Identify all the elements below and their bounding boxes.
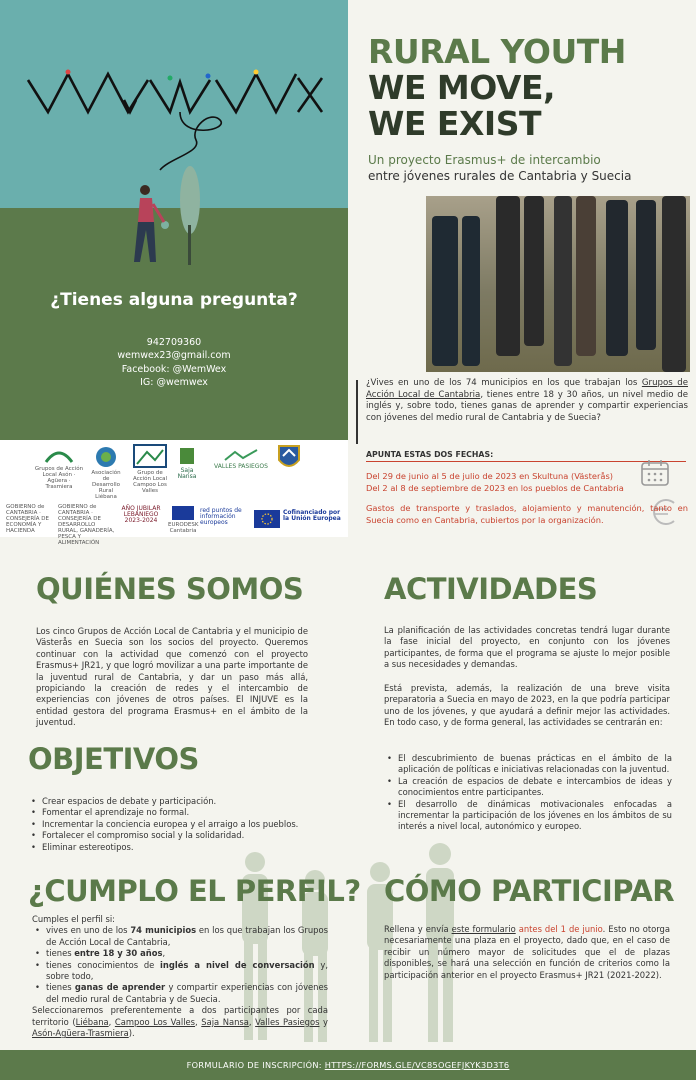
perfil-selection: Seleccionaremos preferentemente a dos participantes por cada territorio (Liébana, Campoo Los Valles, Saja Nansa, Valles Pasiegos y Asón-Agüera-Trasmiera). [32, 1005, 328, 1039]
actividades-p1: La planificación de las actividades concretas tendrá lugar durante la fase inicial del proyecto, en conjunto con los jóvenes participantes, de forma que el programa se ajuste lo mejor posible a sus necesidades y demandas. [384, 625, 670, 670]
logo-saja-nansa: Saja Nansa [174, 446, 200, 480]
contact-phone[interactable]: 942709360 [146, 337, 202, 348]
list-item: • El descubrimiento de buenas prácticas en el ámbito de la aplicación de políticas e iniciativas relacionadas con la juventud. [384, 753, 672, 776]
list-item: • tienes conocimientos de inglés a nivel de conversación y, sobre todo, [32, 960, 328, 983]
quienes-text: Los cinco Grupos de Acción Local de Cantabria y el municipio de Västerås en Suecia son los socios del proyecto. Queremos continuar con la actividad que comenzó con el proyecto Erasmus+ JR21, y que logró movilizar a una parte importante de la juventud rural de Cantabria, y dar un paso más allá, propiciando la creación de redes y el intercambio de experiencias con jóvenes de otros países. El INJUVE es la entidad gestora del programa Erasmus+ en el ámbito de la juventud. [36, 626, 308, 728]
list-item: • El desarrollo de dinámicas motivacionales enfocadas a incrementar la participación de los jóvenes en los ámbitos de su interés a nivel local, autonómico y europeo. [384, 799, 672, 833]
footer-bar [0, 1050, 696, 1080]
hero-subtitle: Un proyecto Erasmus+ de intercambio entre jóvenes rurales de Cantabria y Suecia [368, 153, 632, 183]
participar-title: CÓMO PARTICIPAR [384, 874, 675, 908]
logo-ano-jubilar: AÑO JUBILAR LEBANIEGO 2023-2024 [121, 505, 161, 524]
list-item: • Incrementar la conciencia europea y el arraigo a los pueblos. [28, 819, 318, 830]
logo-gobierno-rural: GOBIERNO de CANTABRIA · CONSEJERÍA DE DESARROLLO RURAL, GANADERÍA, PESCA Y ALIMENTACIÓN [58, 504, 115, 546]
logo-campoo: Grupo de Acción Local Campoo Los Valles [130, 444, 170, 494]
list-item: • Crear espacios de debate y participación. [28, 796, 318, 807]
calendar-icon [640, 458, 670, 488]
dates-list [366, 470, 624, 494]
footer-label: FORMULARIO DE INSCRIPCIÓN: [186, 1060, 325, 1070]
territory-link[interactable]: Asón-Agüera-Trasmiera [32, 1028, 129, 1039]
logo-gal-ason: Grupos de Acción Local Asón · Agüera · Trasmiera [34, 446, 84, 490]
participar-text: Rellena y envía este formulario antes del 1 de junio. Esto no otorga necesariamente una plaza en el proyecto, dado que, en el caso de recibir un número mayor de solicitudes que el de plazas disponibles, se hará una selección en función de criterios como la participación anterior en el proyecto Erasmus+ JR21 (2021-2022). [384, 924, 671, 980]
registration-form-link[interactable]: HTTPS://FORMS.GLE/VC85OGEFJKYK3D3T6 [324, 1060, 510, 1070]
territory-link[interactable]: Valles Pasiegos [255, 1016, 320, 1027]
actividades-list [384, 753, 672, 833]
date-sweden: Del 29 de junio al 5 de julio de 2023 en Skultuna (Västerås) [366, 471, 614, 481]
partner-logos [0, 440, 348, 546]
date-cantabria: Del 2 al 8 de septiembre de 2023 en los pueblos de Cantabria [366, 483, 624, 493]
list-item: • Fomentar el aprendizaje no formal. [28, 807, 318, 818]
actividades-title: ACTIVIDADES [384, 572, 598, 606]
contact-email[interactable]: wemwex23@gmail.com [117, 350, 231, 362]
list-item: • La creación de espacios de debate e intercambios de ideas y conocimientos entre participantes. [384, 776, 672, 799]
list-item: • Eliminar estereotipos. [28, 842, 318, 853]
form-link[interactable]: este formulario [451, 924, 516, 934]
dates-header: APUNTA ESTAS DOS FECHAS: [366, 450, 686, 462]
contact-list [0, 336, 348, 390]
main-title: RURAL YOUTH WE MOVE, WE EXIST [368, 32, 626, 143]
youth-photo [426, 196, 690, 372]
territory-link[interactable]: Liébana [75, 1016, 109, 1027]
logo-cofinanciado-ue: Cofinanciado por la Unión Europea [254, 510, 346, 528]
logo-liebana: Asociación de Desarrollo Rural Liébana [88, 446, 124, 500]
logo-vasteras [276, 442, 302, 474]
perfil-lead: Cumples el perfil si: [32, 914, 115, 924]
contact-panel [0, 0, 348, 440]
perfil-block [32, 914, 328, 1039]
contact-question: ¿Tienes alguna pregunta? [50, 290, 298, 310]
gal-cantabria-link[interactable]: Grupos de Acción Local de Cantabria [366, 378, 688, 400]
costs-note: Gastos de transporte y traslados, alojamiento y manutención, tanto en Suecia como en Cantabria, cubiertos por la organización. [366, 503, 688, 525]
list-item: • vives en uno de los 74 municipios en los que trabajan los Grupos de Acción Local de Cantabria, [32, 925, 328, 948]
logo-gobierno-economia: GOBIERNO de CANTABRIA · CONSEJERÍA DE ECONOMÍA Y HACIENDA [6, 504, 50, 534]
logo-valles-pasiegos: VALLES PASIEGOS [214, 448, 268, 470]
list-item: • tienes ganas de aprender y compartir experiencias con jóvenes del medio rural de Cantabria y de Suecia. [32, 982, 328, 1005]
perfil-title: ¿CUMPLO EL PERFIL? [28, 874, 361, 908]
intro-accent-bar [356, 380, 358, 444]
objetivos-title: OBJETIVOS [28, 742, 199, 776]
perfil-list [32, 925, 328, 1005]
hero-intro: ¿Vives en uno de los 74 municipios en los que trabajan los Grupos de Acción Local de Cantabria, tienes entre 18 y 30 años, un nivel medio de inglés y, sobre todo, tienes ganas de aprender y compartir experiencias con jóvenes del medio rural de Cantabria y de Suecia? [366, 378, 688, 423]
logo-red-europeos: red puntos de información europeos [200, 507, 242, 526]
contact-instagram[interactable]: IG: @wemwex [140, 377, 208, 389]
list-item: • tienes entre 18 y 30 años, [32, 948, 328, 959]
logo-eurodesk: EURODESK Cantabria [168, 506, 198, 534]
actividades-p2: Está prevista, además, la realización de una breve visita preparatoria a Suecia en mayo de 2023, en la que podría participar uno de los jóvenes, y que ayudará a definir mejor las actividades. En todo caso, y de forma general, las actividades se centrarán en: [384, 683, 670, 728]
territory-link[interactable]: Campoo Los Valles [114, 1016, 196, 1027]
hero-panel [348, 0, 696, 540]
territory-link[interactable]: Saja Nansa [201, 1016, 249, 1027]
illustration-person-icon [120, 130, 220, 270]
list-item: • Fortalecer el compromiso social y la solidaridad. [28, 830, 318, 841]
contact-facebook[interactable]: Facebook: @WemWex [121, 363, 227, 375]
quienes-title: QUIÉNES SOMOS [36, 572, 304, 606]
